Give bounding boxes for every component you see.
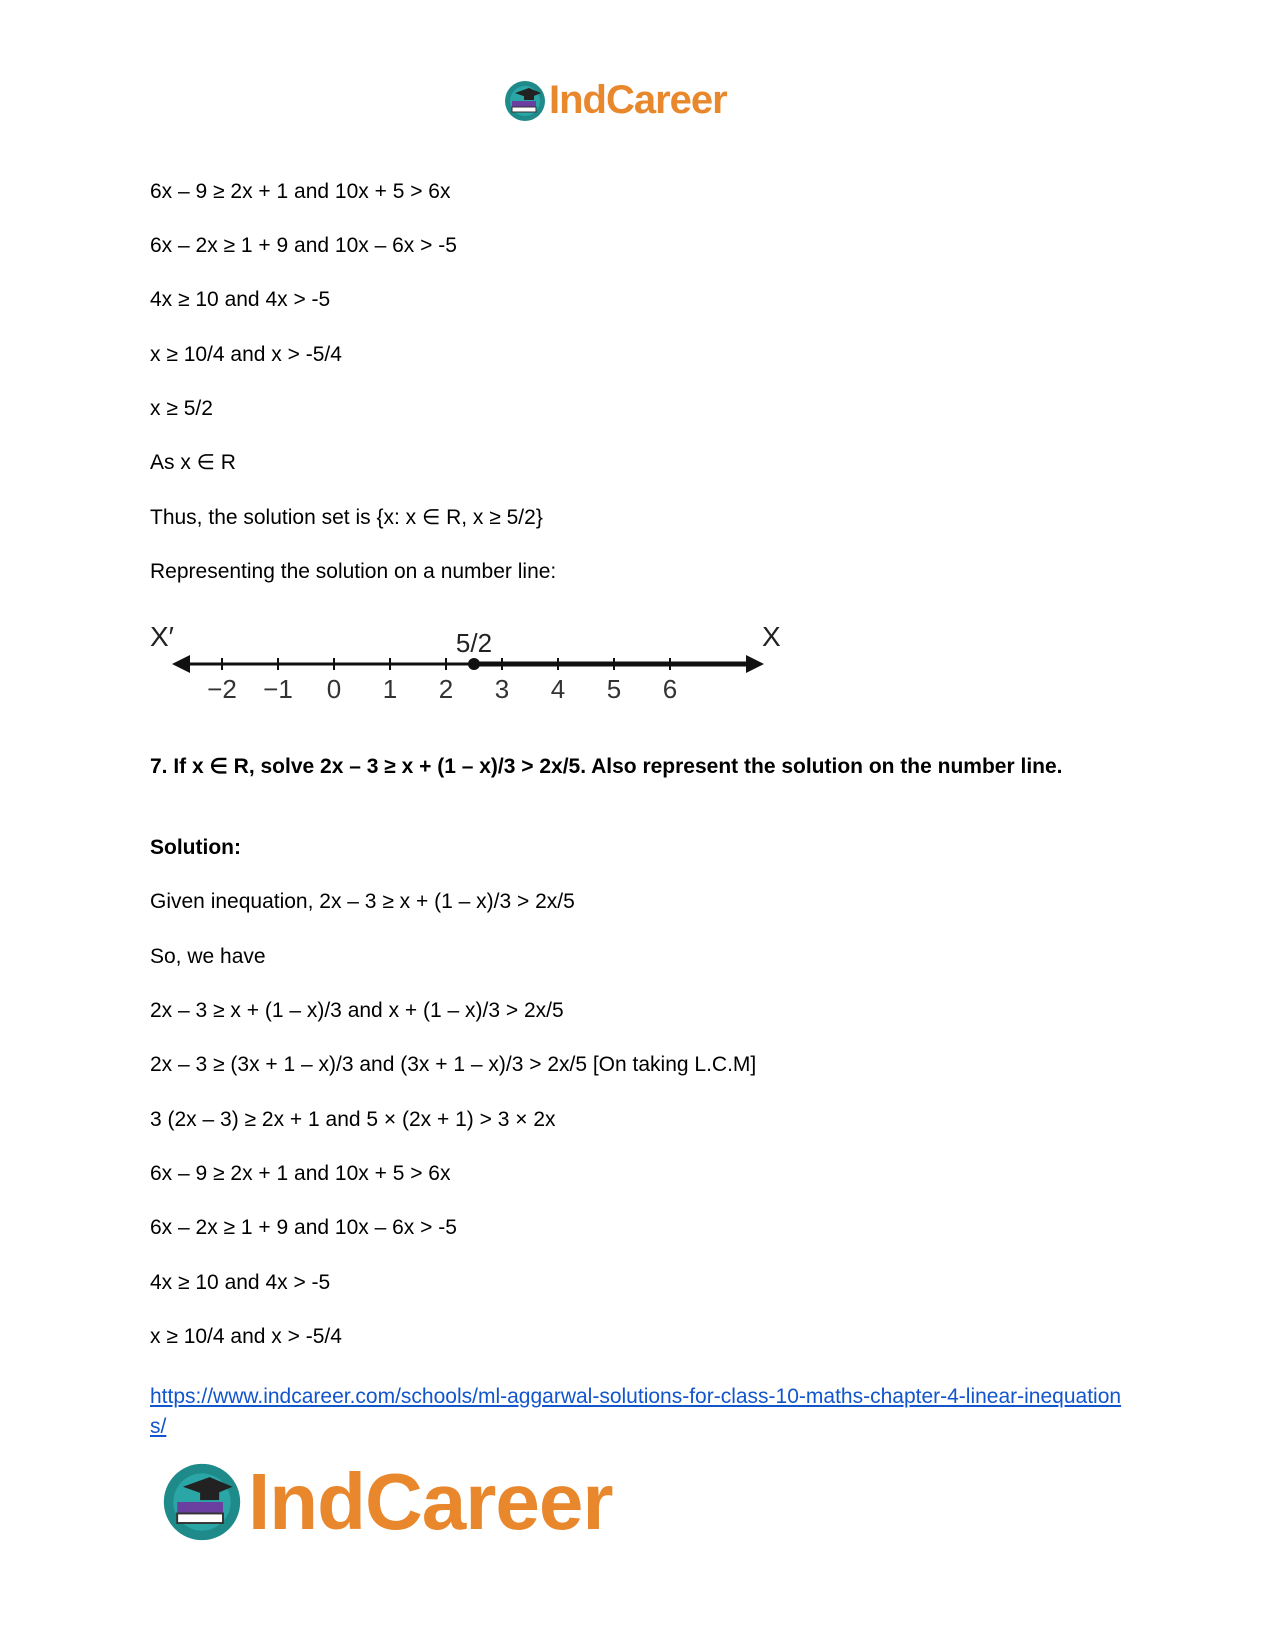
header-logo <box>503 78 727 123</box>
text-line: 6x – 9 ≥ 2x + 1 and 10x + 5 > 6x <box>150 1162 451 1185</box>
tick-label: 5 <box>606 674 622 704</box>
text-line: 2x – 3 ≥ x + (1 – x)/3 and x + (1 – x)/3 > 2x/5 <box>150 999 564 1022</box>
text-line: 6x – 2x ≥ 1 + 9 and 10x – 6x > -5 <box>150 234 457 257</box>
text-line: x ≥ 10/4 and x > -5/4 <box>150 343 342 366</box>
footer-logo <box>160 1456 612 1548</box>
logo-globe-icon <box>160 1460 244 1544</box>
tick-label: −1 <box>263 674 293 704</box>
text-line: Thus, the solution set is {x: x ∈ R, x ≥ 5/2} <box>150 506 543 529</box>
solution-point-label: 5/2 <box>455 628 493 658</box>
text-line: x ≥ 5/2 <box>150 397 213 420</box>
text-line: 4x ≥ 10 and 4x > -5 <box>150 1271 331 1294</box>
tick-label: −2 <box>207 674 237 704</box>
number-line-figure <box>150 620 790 720</box>
solution-point <box>468 658 480 670</box>
text-line: Given inequation, 2x – 3 ≥ x + (1 – x)/3 > 2x/5 <box>150 890 575 913</box>
logo-text: IndCareer <box>248 1457 613 1546</box>
text-line: 4x ≥ 10 and 4x > -5 <box>150 288 331 311</box>
text-line: x ≥ 10/4 and x > -5/4 <box>150 1325 342 1348</box>
tick-label: 3 <box>494 674 510 704</box>
tick-label: 6 <box>662 674 678 704</box>
left-arrow-icon <box>172 655 190 673</box>
tick-label: 2 <box>438 674 454 704</box>
right-arrow-icon <box>746 655 764 673</box>
right-axis-label: X <box>762 621 781 652</box>
text-line: 6x – 2x ≥ 1 + 9 and 10x – 6x > -5 <box>150 1216 457 1239</box>
tick-label: 4 <box>550 674 566 704</box>
logo-globe-icon <box>503 79 547 123</box>
source-link[interactable]: https://www.indcareer.com/schools/ml-aggarwal-solutions-for-class-10-maths-chapter-4-linear-inequations/ <box>150 1385 1122 1438</box>
text-line: 6x – 9 ≥ 2x + 1 and 10x + 5 > 6x <box>150 180 451 203</box>
question-text: 7. If x ∈ R, solve 2x – 3 ≥ x + (1 – x)/3 > 2x/5. Also represent the solution on the number line. <box>150 755 1063 778</box>
text-line: Representing the solution on a number line: <box>150 560 557 583</box>
left-axis-label: X′ <box>150 621 174 652</box>
text-line: As x ∈ R <box>150 451 236 474</box>
text-line: 2x – 3 ≥ (3x + 1 – x)/3 and (3x + 1 – x)/3 > 2x/5 [On taking L.C.M] <box>150 1053 757 1076</box>
tick-label: 1 <box>382 674 398 704</box>
text-line: So, we have <box>150 945 266 968</box>
tick-label: 0 <box>326 674 342 704</box>
solution-heading: Solution: <box>150 836 241 859</box>
text-line: 3 (2x – 3) ≥ 2x + 1 and 5 × (2x + 1) > 3 × 2x <box>150 1108 556 1131</box>
logo-text: IndCareer <box>549 78 727 122</box>
